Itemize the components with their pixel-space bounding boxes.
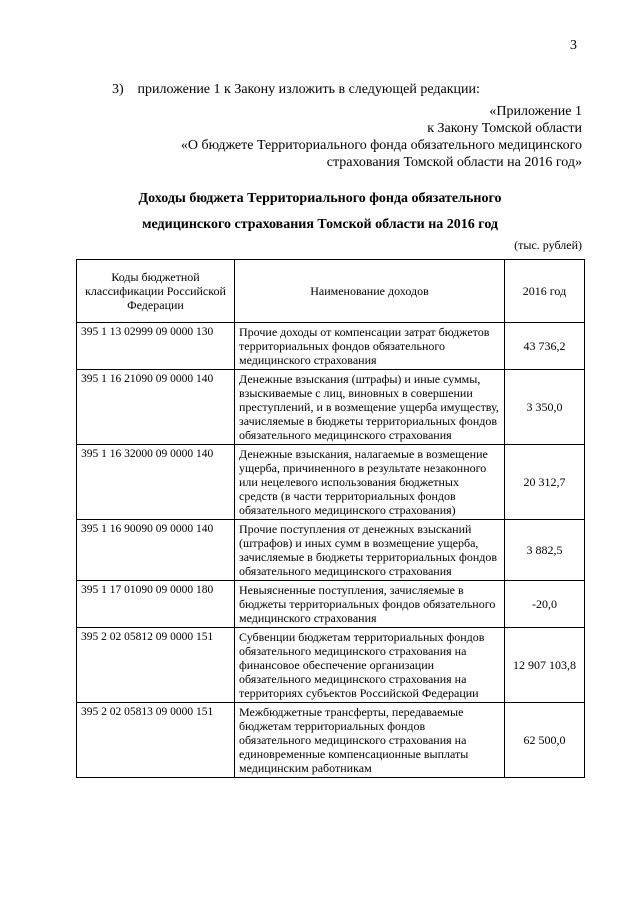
header-code: Коды бюджетной классификации Российской Федерации — [77, 260, 235, 323]
row-code: 395 1 16 21090 09 0000 140 — [77, 370, 235, 445]
appendix-header — [181, 103, 582, 171]
page-number: 3 — [570, 38, 577, 53]
title-line: медицинского страхования Томской области на 2016 год — [141, 217, 498, 232]
appendix-line: страхования Томской области на 2016 год» — [326, 155, 582, 170]
table-header-row — [77, 260, 585, 323]
row-amount: 3 350,0 — [505, 370, 585, 445]
table-row — [77, 520, 585, 581]
row-code: 395 1 16 32000 09 0000 140 — [77, 445, 235, 520]
appendix-line: «Приложение 1 — [489, 104, 582, 119]
row-name: Невыясненные поступления, зачисляемые в бюджеты территориальных фондов обязательного медицинского страхования — [235, 581, 505, 628]
row-amount: 20 312,7 — [505, 445, 585, 520]
row-amount: 43 736,2 — [505, 323, 585, 370]
revenue-table — [76, 259, 585, 778]
table-row — [77, 581, 585, 628]
row-amount: 3 882,5 — [505, 520, 585, 581]
appendix-line: «О бюджете Территориального фонда обязательного медицинского — [180, 138, 582, 153]
item-text: приложение 1 к Закону изложить в следующей редакции: — [137, 82, 480, 97]
row-amount: -20,0 — [505, 581, 585, 628]
row-name: Денежные взыскания (штрафы) и иные суммы, взыскиваемые с лиц, виновных в совершении преступлений, и в возмещение ущерба имуществу, зачисляемые в бюджеты территориальных фондов обязательного медицинского страхования — [235, 370, 505, 445]
row-name: Денежные взыскания, налагаемые в возмещение ущерба, причиненного в результате незаконного или нецелевого использования бюджетных средств (в части территориальных фондов обязательного медицинского страхования) — [235, 445, 505, 520]
row-code: 395 1 16 90090 09 0000 140 — [77, 520, 235, 581]
table-row — [77, 445, 585, 520]
table-row — [77, 370, 585, 445]
units-note: (тыс. рублей) — [514, 238, 582, 252]
row-name: Прочие поступления от денежных взысканий (штрафов) и иных сумм в возмещение ущерба, зачисляемые в бюджеты территориальных фондов обязательного медицинского страхования — [235, 520, 505, 581]
header-name: Наименование доходов — [235, 260, 505, 323]
row-code: 395 2 02 05813 09 0000 151 — [77, 703, 235, 778]
table-row — [77, 323, 585, 370]
table-row — [77, 628, 585, 703]
header-year: 2016 год — [505, 260, 585, 323]
table-row — [77, 703, 585, 778]
row-name: Прочие доходы от компенсации затрат бюджетов территориальных фондов обязательного медицинского страхования — [235, 323, 505, 370]
amendment-item — [112, 82, 480, 98]
row-name: Межбюджетные трансферты, передаваемые бюджетам территориальных фондов обязательного медицинского страхования на единовременные компенсационные выплаты медицинским работникам — [235, 703, 505, 778]
item-number: 3) — [112, 82, 124, 97]
row-amount: 62 500,0 — [505, 703, 585, 778]
row-code: 395 1 13 02999 09 0000 130 — [77, 323, 235, 370]
row-name: Субвенции бюджетам территориальных фондов обязательного медицинского страхования на финансовое обеспечение организации обязательного медицинского страхования на территориях субъектов Российской Федерации — [235, 628, 505, 703]
title-line: Доходы бюджета Территориального фонда обязательного — [138, 191, 502, 206]
row-code: 395 1 17 01090 09 0000 180 — [77, 581, 235, 628]
row-code: 395 2 02 05812 09 0000 151 — [77, 628, 235, 703]
appendix-line: к Закону Томской области — [427, 121, 582, 136]
row-amount: 12 907 103,8 — [505, 628, 585, 703]
document-title — [0, 186, 640, 238]
